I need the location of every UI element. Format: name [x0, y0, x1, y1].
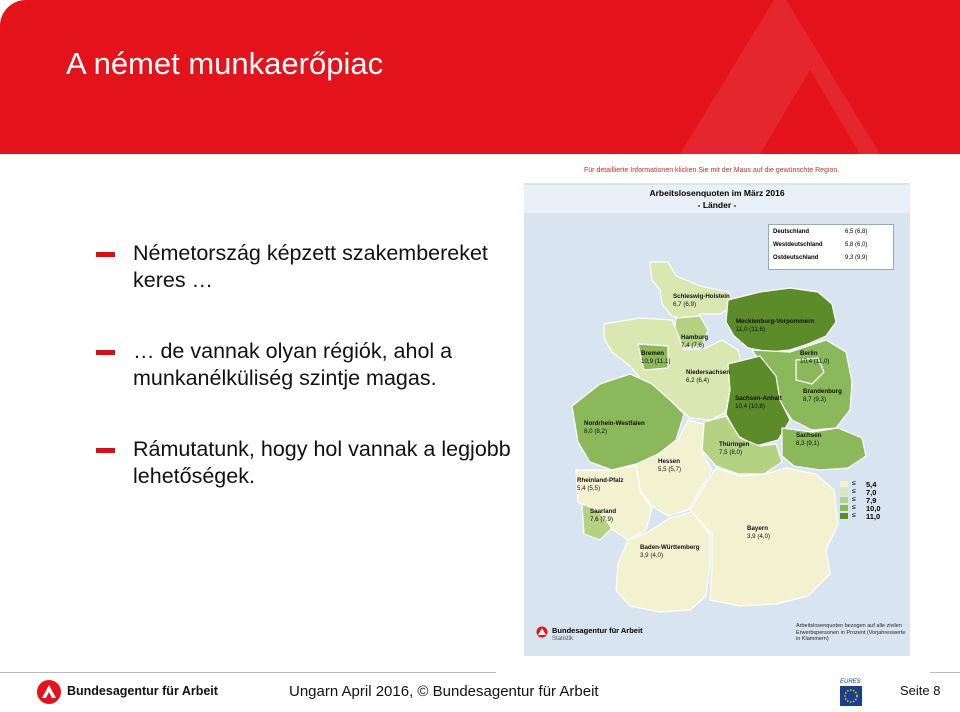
- page-title: A német munkaerőpiac: [66, 46, 384, 81]
- summary-value: 6,5 (6,8): [845, 229, 868, 235]
- region-name-label: Thüringen: [719, 441, 750, 448]
- legend-row: [840, 488, 896, 496]
- legend-swatch: [840, 505, 848, 511]
- bullet-text: Rámutatunk, hogy hol vannak a legjobb lehetőségek.: [133, 437, 511, 488]
- footer: [0, 673, 960, 712]
- region-name-label: Saarland: [590, 508, 617, 515]
- map-hint: Für detaillierte Informationen klicken Sie mit der Maus auf die gewünschte Region.: [584, 167, 840, 174]
- region-name-label: Schleswig-Holstein: [673, 293, 730, 300]
- page-number: Seite 8: [900, 683, 941, 698]
- region-value-label: 8,0 (8,2): [584, 428, 608, 435]
- legend-row: [840, 496, 896, 504]
- legend-symbol: ≤: [852, 496, 856, 503]
- legend-swatch: [840, 513, 848, 519]
- legend-value: 5,4: [866, 480, 877, 489]
- region-value-label: 11,0 (11,6): [736, 326, 766, 333]
- legend-value: 7,9: [866, 496, 877, 505]
- svg-text:EURES: EURES: [840, 679, 861, 685]
- region-name-label: Sachsen-Anhalt: [735, 395, 782, 402]
- region-sachsen[interactable]: [782, 428, 866, 470]
- summary-value: 5,8 (6,0): [845, 242, 868, 248]
- region-bremen[interactable]: [638, 344, 671, 370]
- map-legend: [840, 480, 896, 520]
- summary-name: Westdeutschland: [773, 242, 823, 248]
- map-logo-name: Bundesagentur für Arbeit: [552, 626, 643, 635]
- legend-swatch: [840, 497, 848, 503]
- legend-symbol: ≤: [852, 488, 856, 495]
- summary-name: Ostdeutschland: [773, 255, 819, 261]
- region-value-label: 8,3 (9,1): [796, 440, 820, 447]
- region-value-label: 10,9 (11,1): [641, 358, 671, 365]
- region-value-label: 6,2 (6,4): [686, 377, 710, 384]
- region-value-label: 10,4 (10,8): [735, 403, 765, 410]
- region-value-label: 8,7 (9,3): [803, 396, 827, 403]
- region-name-label: Brandenburg: [803, 388, 842, 395]
- legend-swatch: [840, 489, 848, 495]
- region-value-label: 7,4 (7,6): [681, 342, 705, 349]
- legend-value: 11,0: [866, 512, 881, 521]
- region-name-label: Hamburg: [681, 334, 709, 341]
- region-value-label: 3,9 (4,0): [640, 552, 664, 559]
- footer-logo-name: Bundesagentur für Arbeit: [67, 684, 218, 698]
- region-name-label: Bremen: [641, 350, 665, 357]
- region-value-label: 7,5 (8,0): [719, 449, 743, 456]
- region-value-label: 7,6 (7,9): [590, 516, 614, 523]
- region-name-label: Mecklenburg-Vorpommern: [736, 318, 815, 325]
- legend-row: [840, 504, 896, 512]
- region-name-label: Hessen: [658, 458, 681, 465]
- region-name-label: Baden-Württemberg: [640, 544, 700, 551]
- map-note: Arbeitslosenquoten bezogen auf alle zivilen Erwerbspersonen in Prozent (Vorjahreswerte in Klammern): [796, 623, 906, 642]
- region-value-label: 5,5 (5,7): [658, 466, 682, 473]
- region-name-label: Bayern: [747, 525, 768, 532]
- map-logo-sub: Statistik: [552, 636, 574, 642]
- region-name-label: Sachsen: [796, 432, 822, 439]
- legend-symbol: ≤: [852, 512, 856, 519]
- region-name-label: Rheinland-Pfalz: [577, 477, 624, 484]
- eures-logo: [836, 675, 866, 709]
- region-value-label: 5,4 (5,5): [577, 485, 601, 492]
- map-subtitle: - Länder -: [697, 200, 737, 210]
- legend-value: 7,0: [866, 488, 877, 497]
- legend-row: [840, 480, 896, 488]
- map-title: Arbeitslosenquoten im März 2016: [649, 188, 785, 198]
- bullet-text: Németország képzett szakembereket keres …: [133, 241, 488, 292]
- region-value-label: 10,4 (11,0): [800, 358, 830, 365]
- region-value-label: 6,7 (6,9): [673, 301, 697, 308]
- legend-row: [840, 512, 896, 520]
- legend-symbol: ≤: [852, 480, 856, 487]
- legend-symbol: ≤: [852, 504, 856, 511]
- region-value-label: 3,9 (4,0): [747, 533, 771, 540]
- summary-value: 9,3 (9,9): [845, 255, 868, 261]
- region-schleswig-holstein[interactable]: [650, 262, 734, 320]
- region-name-label: Nordrhein-Westfalen: [584, 420, 645, 427]
- footer-text: Ungarn April 2016, © Bundesagentur für Arbeit: [289, 683, 599, 700]
- region-name-label: Niedersachsen: [686, 369, 731, 376]
- map-logo: [536, 626, 656, 646]
- legend-swatch: [840, 481, 848, 487]
- summary-name: Deutschland: [773, 229, 810, 235]
- ba-logo-icon: [36, 679, 62, 705]
- bullet-text: … de vannak olyan régiók, ahol a munkanélküliség szintje magas.: [133, 339, 453, 390]
- legend-value: 10,0: [866, 504, 881, 513]
- region-name-label: Berlin: [800, 350, 818, 357]
